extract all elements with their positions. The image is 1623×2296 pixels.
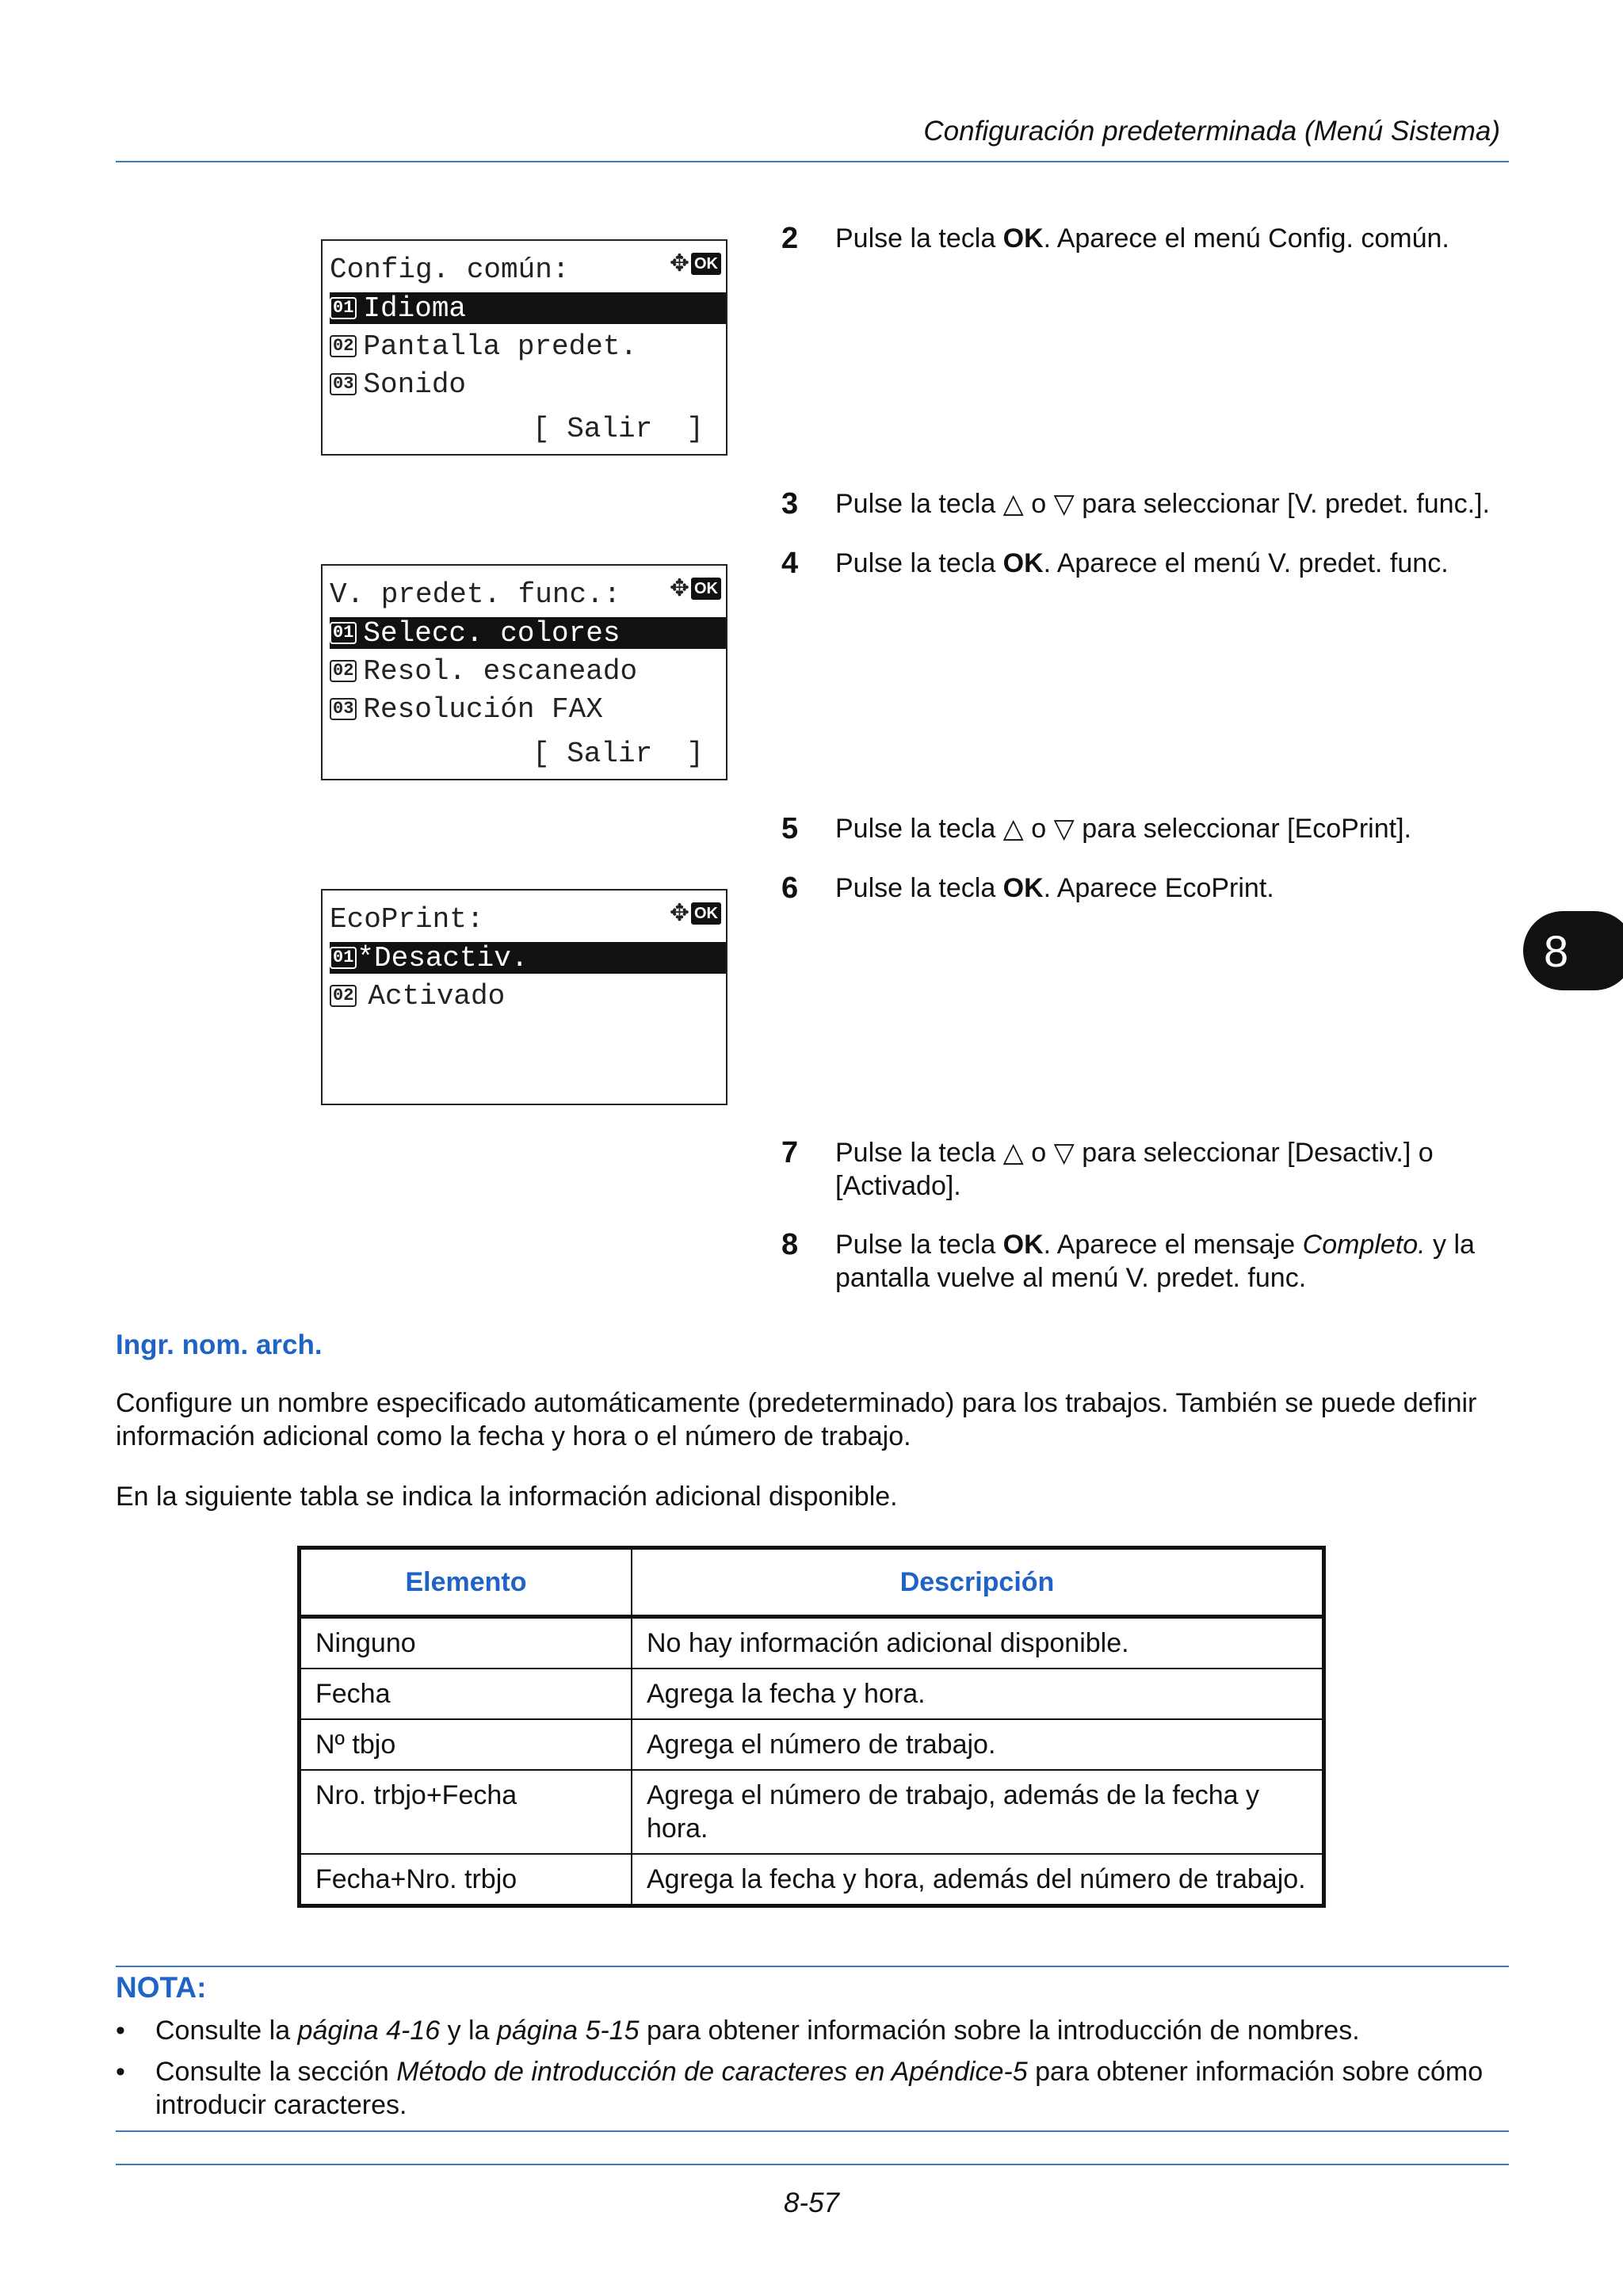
lcd-panel-config-comun: [321, 239, 727, 456]
bullet-icon: •: [116, 2057, 125, 2087]
lcd-item-label: Resolución FAX: [363, 692, 603, 726]
table-row: [300, 1669, 1324, 1719]
note-text: Consulte la sección: [155, 2057, 397, 2087]
lcd-item-label: Resol. escaneado: [363, 654, 638, 688]
page-number: 8-57: [783, 2187, 840, 2218]
item-number-icon: 02: [330, 985, 357, 1007]
step-item: [781, 1136, 1514, 1203]
table-cell: Fecha+Nro. trbjo: [300, 1854, 632, 1906]
lcd-menu-item: [330, 368, 726, 400]
lcd-menu-item: [330, 617, 726, 649]
step-number: 6: [781, 871, 799, 905]
section-paragraph: Configure un nombre especificado automáticamente (predeterminado) para los trabajos. También se puede definir información adicional como la fecha y hora o el número de trabajo.: [116, 1388, 1477, 1451]
note-bullet: [116, 2055, 1510, 2122]
note-text: y la: [440, 2016, 497, 2046]
step-number: 5: [781, 812, 799, 845]
note-reference: Método de introducción de caracteres en Apéndice-5: [396, 2057, 1028, 2087]
step-text: . Aparece el menú Config. común.: [1043, 223, 1449, 254]
lcd-exit-softkey: [ Salir ]: [533, 738, 705, 770]
lcd-menu-item: [330, 655, 726, 687]
step-number: 4: [781, 547, 799, 580]
page-header-title: Configuración predeterminada (Menú Sistema): [923, 116, 1500, 147]
item-number-icon: 01: [330, 297, 357, 319]
table-cell: Agrega la fecha y hora.: [632, 1669, 1324, 1719]
lcd-item-label: Activado: [368, 979, 506, 1013]
table-header-row: [300, 1548, 1324, 1617]
lcd-exit-softkey: [ Salir ]: [533, 413, 705, 445]
table-cell: Fecha: [300, 1669, 632, 1719]
ok-key-icon: OK: [691, 253, 721, 275]
lcd-item-label: *Desactiv.: [357, 941, 529, 974]
item-number-icon: 02: [330, 335, 357, 357]
four-way-arrow-icon: ✥: [669, 899, 689, 927]
step-key: OK: [1002, 548, 1044, 578]
table-cell: Nº tbjo: [300, 1719, 632, 1770]
table-row: [300, 1770, 1324, 1854]
step-number: 3: [781, 487, 799, 521]
step-item: [781, 871, 1514, 905]
footer-rule: [116, 2164, 1509, 2165]
four-way-arrow-icon: ✥: [669, 250, 689, 277]
step-number: 7: [781, 1136, 799, 1169]
note-text: Consulte la: [155, 2016, 298, 2046]
step-key: OK: [1002, 873, 1044, 903]
four-way-arrow-icon: ✥: [669, 574, 689, 602]
step-key: OK: [1002, 223, 1044, 254]
step-number: 8: [781, 1228, 799, 1261]
item-number-icon: 03: [330, 373, 357, 395]
nav-ok-indicator: [669, 574, 721, 602]
lcd-menu-item: [330, 693, 726, 725]
lcd-title: EcoPrint:: [330, 903, 484, 936]
table-cell: Agrega la fecha y hora, además del número de trabajo.: [632, 1854, 1324, 1906]
table-header: Descripción: [632, 1548, 1324, 1617]
lcd-menu-item: [330, 942, 726, 974]
step-key: OK: [1002, 1230, 1044, 1260]
nav-ok-indicator: [669, 899, 721, 927]
table-cell: Nro. trbjo+Fecha: [300, 1770, 632, 1854]
note-reference: página 5-15: [496, 2016, 640, 2046]
lcd-item-label: Idioma: [363, 292, 467, 325]
step-item: [781, 1228, 1514, 1295]
section-paragraph: En la siguiente tabla se indica la información adicional disponible.: [116, 1482, 898, 1512]
section-heading: Ingr. nom. arch.: [116, 1329, 323, 1360]
table-cell: No hay información adicional disponible.: [632, 1617, 1324, 1669]
lcd-item-label: Selecc. colores: [363, 616, 621, 650]
step-text: . Aparece el menú V. predet. func.: [1043, 548, 1449, 578]
item-number-icon: 01: [330, 947, 357, 969]
step-text: Pulse la tecla △ o ▽ para seleccionar [Desactiv.] o [Activado].: [835, 1138, 1434, 1201]
ok-key-icon: OK: [691, 578, 721, 600]
step-text: Pulse la tecla △ o ▽ para seleccionar [EcoPrint].: [835, 814, 1411, 844]
table-cell: Agrega el número de trabajo.: [632, 1719, 1324, 1770]
note-title: NOTA:: [116, 1971, 207, 2004]
lcd-menu-item: [330, 330, 726, 362]
lcd-item-label: Sonido: [363, 368, 467, 401]
step-text: Pulse la tecla △ o ▽ para seleccionar [V. predet. func.].: [835, 489, 1490, 519]
note-bullet: [116, 2014, 1510, 2047]
table-cell: Ninguno: [300, 1617, 632, 1669]
step-number: 2: [781, 222, 799, 255]
step-message: Completo.: [1302, 1230, 1426, 1260]
note-text: para obtener información sobre la introducción de nombres.: [639, 2016, 1360, 2046]
step-item: [781, 222, 1514, 255]
info-table: [297, 1546, 1326, 1908]
table-row: [300, 1617, 1324, 1669]
step-text: Pulse la tecla: [835, 873, 1003, 903]
lcd-panel-v-predet-func: [321, 564, 727, 780]
note-reference: página 4-16: [297, 2016, 441, 2046]
lcd-title: V. predet. func.:: [330, 578, 621, 611]
step-text: y la pantalla vuelve al menú V. predet. func.: [835, 1230, 1475, 1293]
table-header: Elemento: [300, 1548, 632, 1617]
header-rule: [116, 161, 1509, 162]
lcd-menu-item: [330, 292, 726, 324]
chapter-tab: 8: [1523, 911, 1623, 990]
step-text: Pulse la tecla: [835, 1230, 1003, 1260]
lcd-panel-ecoprint: [321, 889, 727, 1105]
item-number-icon: 02: [330, 660, 357, 682]
step-item: [781, 487, 1514, 521]
table-cell: Agrega el número de trabajo, además de la fecha y hora.: [632, 1770, 1324, 1854]
lcd-menu-item: [330, 980, 726, 1012]
step-text: Pulse la tecla: [835, 548, 1003, 578]
note-text: para obtener información sobre cómo introducir caracteres.: [155, 2057, 1484, 2120]
note-bottom-rule: [116, 2130, 1509, 2132]
lcd-item-label: Pantalla predet.: [363, 330, 638, 363]
step-text: Pulse la tecla: [835, 223, 1003, 254]
lcd-title: Config. común:: [330, 254, 570, 286]
ok-key-icon: OK: [691, 902, 721, 925]
nav-ok-indicator: [670, 252, 721, 276]
step-text: . Aparece el mensaje: [1043, 1230, 1303, 1260]
step-text: . Aparece EcoPrint.: [1043, 873, 1274, 903]
step-item: [781, 812, 1514, 845]
table-row: [300, 1854, 1324, 1906]
bullet-icon: •: [116, 2016, 125, 2046]
item-number-icon: 01: [330, 622, 357, 644]
note-top-rule: [116, 1966, 1509, 1967]
table-row: [300, 1719, 1324, 1770]
item-number-icon: 03: [330, 698, 357, 720]
step-item: [781, 547, 1514, 580]
